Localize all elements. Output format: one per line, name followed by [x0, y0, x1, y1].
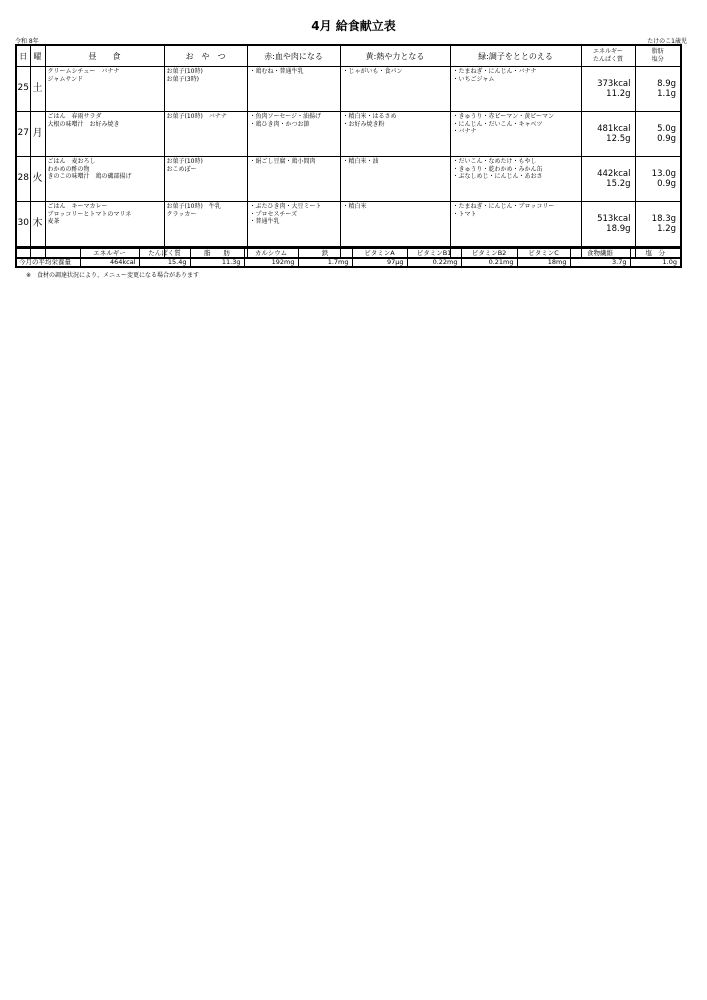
nutrition-value: 192mg — [244, 258, 298, 268]
fat-salt-cell — [635, 112, 681, 157]
red-food-cell-line: ・プロセスチーズ — [249, 210, 298, 218]
nutrition-header-row — [16, 248, 681, 258]
nutrition-header: ビタミンC — [517, 248, 570, 258]
lunch-cell — [45, 202, 164, 247]
energy-protein-cell-protein: 15.2g — [606, 179, 631, 189]
col-protein-label: たんぱく質 — [592, 56, 623, 63]
green-food-cell-line: ・にんじん・だいこん・キャベツ — [452, 120, 543, 128]
green-food-cell-line: ・ぶなしめじ・にんじん・あおさ — [452, 173, 543, 180]
red-food-cell-line: ・鶏むね・普通牛乳 — [249, 68, 304, 75]
yellow-food-cell — [340, 157, 450, 202]
footnote: ※ 食材の調達状況により、メニュー変更になる場合があります — [26, 272, 200, 279]
energy-protein-cell — [581, 202, 635, 247]
col-fat-label: 脂肪 — [651, 48, 664, 55]
yellow-food-cell-line: ・精白米・油 — [342, 158, 379, 165]
red-food-cell-line: ・鶏ひき肉・かつお節 — [249, 120, 310, 128]
col-yellow: 黄:熱や力となる — [340, 45, 450, 67]
fat-salt-cell-salt: 1.2g — [657, 224, 676, 234]
menu-body — [16, 67, 681, 259]
weekday-cell: 火 — [30, 157, 45, 202]
energy-protein-cell-energy: 442kcal — [597, 169, 631, 179]
green-food-cell-line: ・いちごジャム — [452, 75, 495, 83]
nutrition-value: 0.21mg — [461, 258, 517, 268]
red-food-cell-line: ・ぶたひき肉・大豆ミート — [249, 203, 322, 210]
fat-salt-cell — [635, 67, 681, 112]
snack-cell-line: お菓子(10時) バナナ — [166, 113, 227, 120]
red-food-cell — [247, 112, 340, 157]
lunch-cell-line: きのこの味噌汁 鶏の磯部揚げ — [47, 173, 132, 180]
nutrition-header: ビタミンB2 — [461, 248, 517, 258]
day-cell: 30 — [16, 202, 30, 247]
nutrition-header: エネルギー — [80, 248, 139, 258]
nutrition-value: 11.3g — [190, 258, 244, 268]
energy-protein-cell-energy: 513kcal — [597, 214, 631, 224]
red-food-cell-line: ・絹ごし豆腐・鶏小間肉 — [249, 158, 316, 165]
nutrition-header: 塩 分 — [630, 248, 681, 258]
yellow-food-cell — [340, 112, 450, 157]
col-weekday: 曜 — [30, 45, 45, 67]
energy-protein-cell-protein: 18.9g — [606, 224, 631, 234]
nutrition-value: 1.7mg — [298, 258, 352, 268]
fat-salt-cell — [635, 202, 681, 247]
lunch-cell — [45, 67, 164, 112]
col-salt-label: 塩分 — [651, 56, 664, 63]
class-name: たけのこ1歳児 — [647, 38, 687, 45]
era-year: 令和 8年 — [15, 38, 39, 45]
snack-cell — [164, 157, 247, 202]
col-day: 日 — [16, 45, 30, 67]
nutrition-header: カルシウム — [244, 248, 298, 258]
green-food-cell-line: ・きゅうり・乾わかめ・みかん缶 — [452, 165, 543, 173]
green-food-cell-line: ・バナナ — [452, 128, 477, 135]
lunch-cell — [45, 112, 164, 157]
fat-salt-cell-salt: 0.9g — [657, 179, 676, 189]
col-energy — [581, 45, 635, 67]
snack-cell — [164, 67, 247, 112]
menu-row — [16, 202, 681, 247]
red-food-cell-line: ・魚肉ソーセージ・油揚げ — [249, 113, 322, 120]
weekday-cell: 木 — [30, 202, 45, 247]
col-snack: お や つ — [164, 45, 247, 67]
col-fat — [635, 45, 681, 67]
fat-salt-cell-salt: 0.9g — [657, 134, 676, 144]
nutrition-values-row — [16, 258, 681, 268]
lunch-cell-line: ごはん 麦おろし — [47, 158, 96, 165]
green-food-cell — [450, 112, 581, 157]
lunch-cell-line: クリームシチュー バナナ — [47, 68, 120, 75]
day-cell: 25 — [16, 67, 30, 112]
nutrition-value: 18mg — [517, 258, 570, 268]
snack-cell-line: お菓子(10時) — [166, 68, 203, 75]
fat-salt-cell-fat: 13.0g — [651, 169, 676, 179]
nutrition-value: 15.4g — [139, 258, 190, 268]
lunch-cell-line: ジャムサンド — [47, 75, 83, 83]
fat-salt-cell-fat: 8.9g — [657, 79, 676, 89]
red-food-cell — [247, 67, 340, 112]
yellow-food-cell — [340, 202, 450, 247]
snack-cell — [164, 202, 247, 247]
green-food-cell — [450, 157, 581, 202]
menu-header-row — [16, 45, 681, 67]
lunch-cell-line: 麦茶 — [47, 218, 60, 225]
day-cell: 27 — [16, 112, 30, 157]
nutrition-value: 1.0g — [630, 258, 681, 268]
weekday-cell: 土 — [30, 67, 45, 112]
energy-protein-cell-protein: 12.5g — [606, 134, 631, 144]
nutrition-value: 464kcal — [80, 258, 139, 268]
menu-row — [16, 112, 681, 157]
green-food-cell-line: ・だいこん・なめたけ・もやし — [452, 158, 537, 165]
snack-cell-line: お菓子(10時) 牛乳 — [166, 203, 221, 210]
green-food-cell-line: ・たまねぎ・にんじん・バナナ — [452, 68, 537, 75]
green-food-cell-line: ・トマト — [452, 210, 477, 218]
energy-protein-cell-protein: 11.2g — [606, 89, 631, 99]
green-food-cell — [450, 67, 581, 112]
page-title: 4月 給食献立表 — [311, 19, 396, 33]
nutrition-header: ビタミンA — [352, 248, 407, 258]
nutrition-row-label: 今月の平均栄養量 — [16, 258, 80, 268]
menu-row — [16, 67, 681, 112]
red-food-cell — [247, 157, 340, 202]
yellow-food-cell-line: ・じゃがいも・食パン — [342, 68, 403, 75]
fat-salt-cell — [635, 157, 681, 202]
lunch-cell-line: ブロッコリーとトマトのマリネ — [47, 210, 132, 218]
fat-salt-cell-salt: 1.1g — [657, 89, 676, 99]
nutrition-corner — [16, 248, 80, 258]
nutrition-value: 97μg — [352, 258, 407, 268]
lunch-cell — [45, 157, 164, 202]
day-cell: 28 — [16, 157, 30, 202]
snack-cell-line: おこめぽー — [166, 165, 197, 173]
green-food-cell-line: ・たまねぎ・にんじん・ブロッコリー — [452, 203, 555, 210]
red-food-cell-line: ・普通牛乳 — [249, 218, 280, 225]
fat-salt-cell-fat: 18.3g — [651, 214, 676, 224]
snack-cell-line: お菓子(3時) — [166, 75, 199, 83]
lunch-cell-line: 大根の味噌汁 お好み焼き — [47, 120, 120, 128]
lunch-cell-line: ごはん 春雨サラダ — [47, 113, 102, 120]
snack-cell-line: お菓子(10時) — [166, 158, 203, 165]
snack-cell-line: クラッカー — [166, 210, 197, 218]
nutrition-value: 3.7g — [570, 258, 630, 268]
yellow-food-cell-line: ・お好み焼き粉 — [342, 120, 385, 128]
nutrition-table — [15, 247, 682, 268]
nutrition-value: 0.22mg — [407, 258, 461, 268]
col-lunch: 昼 食 — [45, 45, 164, 67]
col-red: 赤:血や肉になる — [247, 45, 340, 67]
yellow-food-cell — [340, 67, 450, 112]
energy-protein-cell-energy: 373kcal — [597, 79, 631, 89]
yellow-food-cell-line: ・精白米 — [342, 203, 367, 210]
green-food-cell — [450, 202, 581, 247]
fat-salt-cell-fat: 5.0g — [657, 124, 676, 134]
lunch-cell-line: ごはん キーマカレー — [47, 203, 108, 210]
weekday-cell: 月 — [30, 112, 45, 157]
red-food-cell — [247, 202, 340, 247]
nutrition-header: 食物繊維 — [570, 248, 630, 258]
nutrition-header: 脂 肪 — [190, 248, 244, 258]
snack-cell — [164, 112, 247, 157]
col-green: 緑:調子をととのえる — [450, 45, 581, 67]
nutrition-header: たんぱく質 — [139, 248, 190, 258]
menu-row — [16, 157, 681, 202]
col-energy-label: エネルギー — [592, 48, 623, 55]
energy-protein-cell-energy: 481kcal — [597, 124, 631, 134]
menu-table — [15, 44, 682, 259]
green-food-cell-line: ・きゅうり・赤ピーマン・黄ピーマン — [452, 113, 555, 120]
nutrition-header: 鉄 — [298, 248, 352, 258]
nutrition-header: ビタミンB1 — [407, 248, 461, 258]
energy-protein-cell — [581, 157, 635, 202]
energy-protein-cell — [581, 112, 635, 157]
lunch-cell-line: わかめの酢の物 — [47, 165, 90, 173]
yellow-food-cell-line: ・精白米・はるさめ — [342, 113, 397, 120]
energy-protein-cell — [581, 67, 635, 112]
